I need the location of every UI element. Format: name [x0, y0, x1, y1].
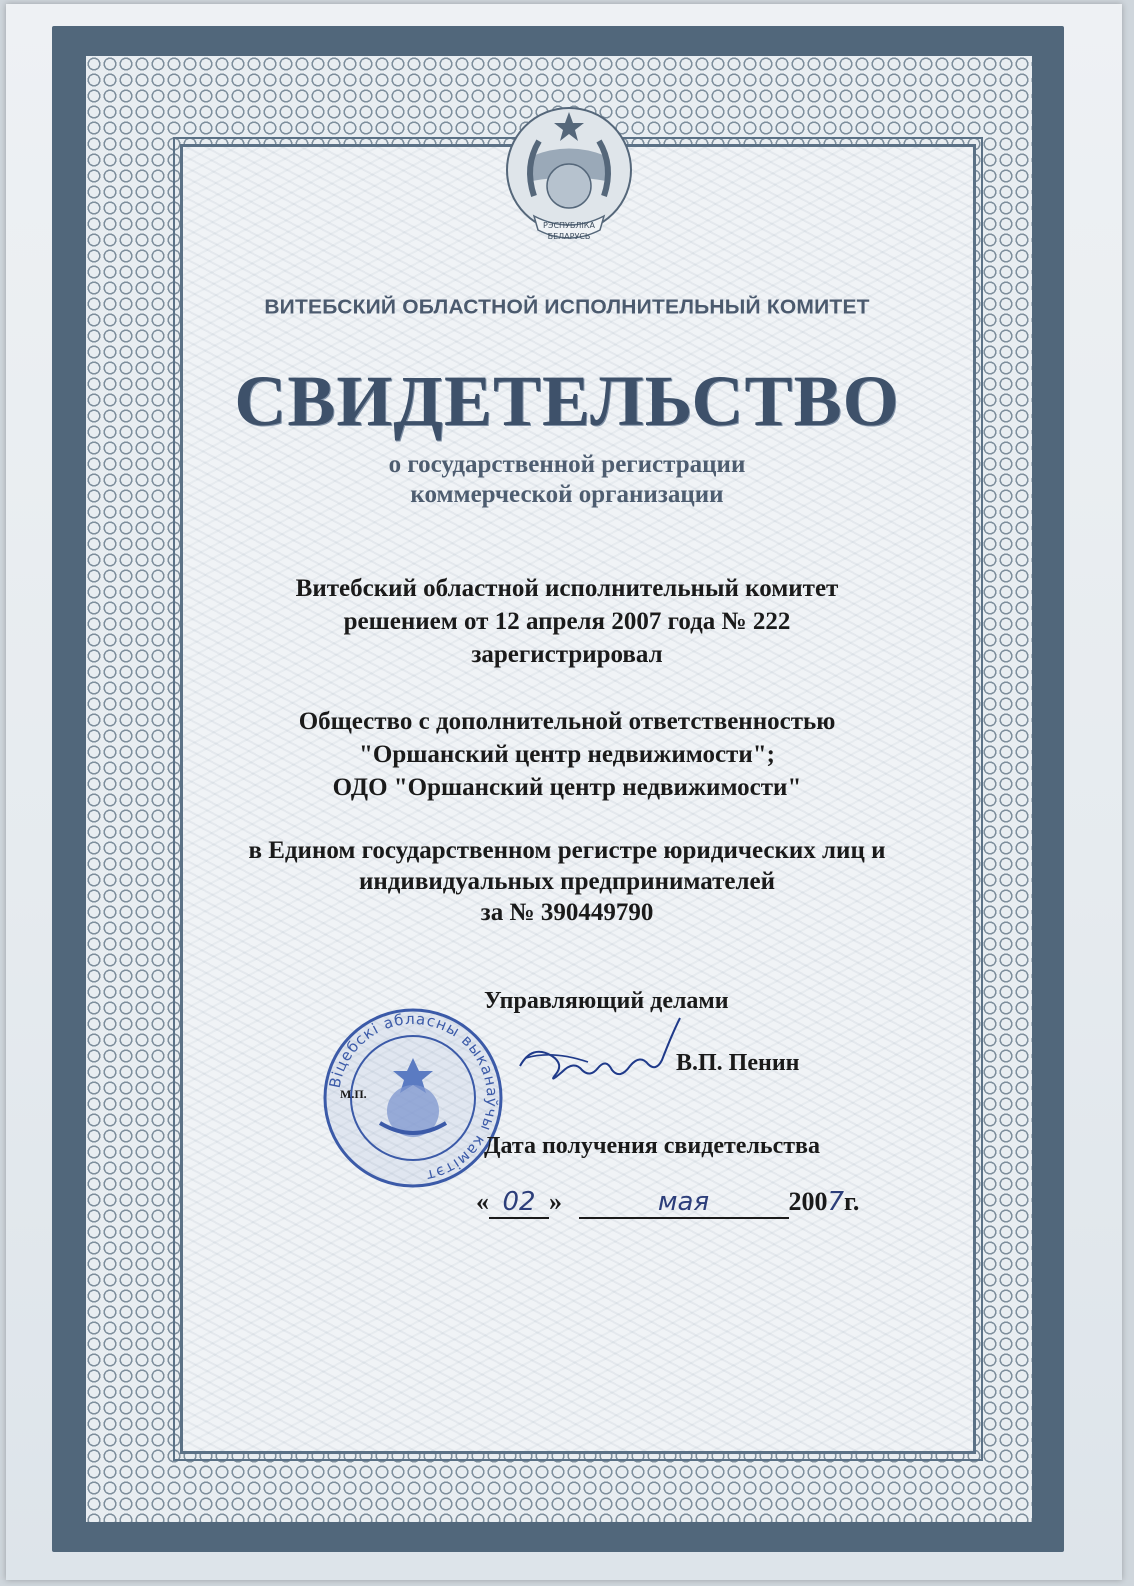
- date-open-quote: «: [476, 1187, 489, 1216]
- date-close-quote: »: [549, 1187, 562, 1216]
- organization-block: [0, 705, 1134, 804]
- document-title: СВИДЕТЕЛЬСТВО: [234, 361, 900, 441]
- decision-block: [0, 572, 1134, 671]
- emblem-ribbon-text-1: РЭСПУБЛІКА: [543, 221, 595, 230]
- stamp-ring-text: Віцебскі абласны выканаўчы камітэт: [325, 1009, 502, 1185]
- date-month: мая: [579, 1187, 789, 1219]
- organization-line-1: Общество с дополнительной ответственностью: [298, 708, 836, 735]
- organization-line-3: ОДО "Оршанский центр недвижимости": [332, 774, 802, 801]
- subtitle-line-2: коммерческой организации: [410, 481, 724, 508]
- signatory-name: В.П. Пенин: [676, 1050, 800, 1076]
- date-day: 02: [489, 1187, 549, 1219]
- seal-place-mark: М.П.: [340, 1087, 367, 1101]
- register-line-2: индивидуальных предпринимателей: [358, 868, 776, 895]
- register-block: [0, 835, 1134, 928]
- state-emblem-icon: [494, 96, 644, 254]
- decision-line-2: решением от 12 апреля 2007 года № 222: [343, 608, 791, 635]
- document-subtitle: [0, 450, 1134, 510]
- emblem-ribbon-text-2: БЕЛАРУСЬ: [547, 232, 591, 241]
- date-year-end: г.: [844, 1187, 860, 1216]
- signatory-position: Управляющий делами: [484, 988, 729, 1014]
- receipt-date: [476, 1187, 859, 1219]
- date-year-prefix: 200: [788, 1187, 828, 1216]
- organization-line-2: "Оршанский центр недвижимости";: [359, 741, 775, 768]
- decision-line-1: Витебский областной исполнительный комитет: [295, 575, 839, 602]
- decision-line-3: зарегистрировал: [471, 641, 663, 668]
- subtitle-line-1: о государственной регистрации: [388, 451, 746, 478]
- handwritten-signature: [512, 1014, 682, 1104]
- register-line-1: в Едином государственном регистре юридических лиц и: [248, 837, 886, 864]
- register-line-3: за № 390449790: [480, 899, 654, 926]
- receipt-date-label: Дата получения свидетельства: [484, 1133, 821, 1159]
- date-year-suffix: 7: [827, 1187, 845, 1217]
- issuing-authority-header: ВИТЕБСКИЙ ОБЛАСТНОЙ ИСПОЛНИТЕЛЬНЫЙ КОМИТЕТ: [264, 296, 870, 319]
